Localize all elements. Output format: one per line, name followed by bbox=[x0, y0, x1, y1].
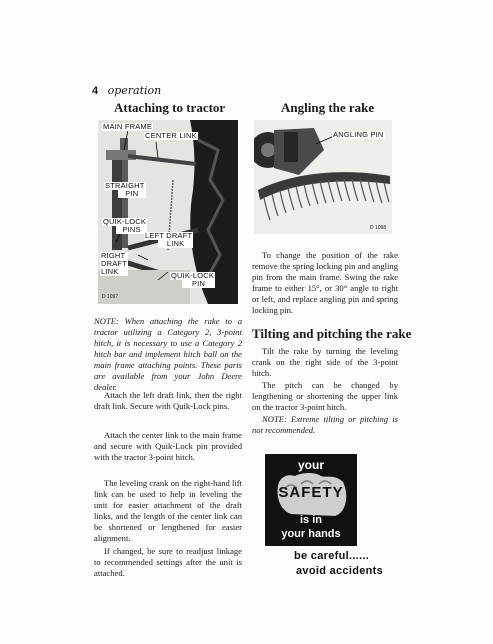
label-quiklock-pin-line1: QUIK-LOCK bbox=[171, 271, 215, 280]
safety-logo bbox=[265, 454, 357, 546]
left-paragraph-4: If changed, be sure to readjust linkage to recommended settings after the unit is attached. bbox=[94, 546, 242, 578]
hitch-photo bbox=[98, 120, 238, 304]
hitch-illustration bbox=[98, 120, 238, 304]
rake-photo bbox=[254, 120, 392, 234]
attaching-title: Attaching to tractor bbox=[114, 100, 226, 115]
label-quiklock-pin bbox=[170, 272, 215, 288]
right-note: NOTE: Extreme tilting or pitching is not recommended. bbox=[252, 414, 398, 435]
figure-code-right: D 1098 bbox=[370, 225, 387, 231]
section-name: operation bbox=[107, 84, 162, 97]
label-main-frame: MAIN FRAME bbox=[103, 122, 153, 131]
left-note: NOTE: When attaching the rake to a tractor utilizing a Category 2, 3-point hitch, it is necessary to use a Category 2 hitch bar and implement hitch ball on the main frame attaching points. These parts are available from your John Deere dealer. bbox=[94, 316, 242, 392]
angling-title: Angling the rake bbox=[281, 100, 375, 115]
label-quiklock-pins-line2: PINS bbox=[116, 226, 147, 234]
figure-code-left: D 1097 bbox=[102, 294, 119, 300]
right-paragraph-2: Tilt the rake by turning the leveling crank on the right side of the 3-point hitch. bbox=[252, 346, 398, 378]
label-center-link: CENTER LINK bbox=[145, 131, 197, 140]
label-left-draft-line1: LEFT DRAFT bbox=[145, 231, 193, 240]
left-paragraph-2: Attach the center link to the main frame and secure with Quik-Lock pin provided with the tractor 3-point hitch. bbox=[94, 430, 242, 462]
avoid-accidents-text: avoid accidents bbox=[296, 565, 384, 577]
safety-word: SAFETY bbox=[278, 484, 344, 501]
page-number: 4 bbox=[92, 85, 99, 97]
left-paragraph-1: Attach the left draft link, then the right draft link. Secure with Quik-Lock pins. bbox=[94, 390, 242, 411]
label-angling-pin: ANGLING PIN bbox=[333, 130, 384, 139]
label-straight-pin-line2: PIN bbox=[118, 190, 146, 198]
safety-your: your bbox=[297, 458, 324, 472]
label-quiklock-pins bbox=[102, 218, 147, 234]
safety-is-in: is in bbox=[299, 514, 322, 526]
label-quiklock-pins-line1: QUIK-LOCK bbox=[103, 217, 147, 226]
label-straight-pin-line1: STRAIGHT bbox=[105, 181, 145, 190]
be-careful-text: be careful...... bbox=[294, 550, 370, 562]
label-left-draft-line2: LINK bbox=[158, 240, 193, 248]
label-left-draft-link bbox=[144, 232, 193, 248]
label-right-draft-line1: RIGHT bbox=[100, 252, 128, 260]
label-right-draft-line3: LINK bbox=[100, 268, 128, 276]
tilting-title: Tilting and pitching the rake bbox=[252, 326, 412, 341]
right-paragraph-3: The pitch can be changed by lengthening or shortening the upper link on the tractor 3-point hitch. bbox=[252, 380, 398, 412]
page-header bbox=[92, 84, 161, 97]
label-straight-pin bbox=[104, 182, 146, 198]
label-right-draft-link bbox=[100, 252, 128, 276]
left-paragraph-3: The leveling crank on the right-hand lift link can be used to help in leveling the unit for easier attachment of the draft links, and the length of the center link can be shortened or lengthened for easier alignment. bbox=[94, 478, 242, 543]
right-paragraph-1: To change the position of the rake remove the spring locking pin and angling pin from the main frame. Swing the rake frame to either 15°, or 30° angle to right or left, and replace angling pin and spring locking pin. bbox=[252, 250, 398, 315]
label-right-draft-line2: DRAFT bbox=[101, 259, 127, 268]
safety-your-hands: your hands bbox=[281, 528, 341, 540]
label-quiklock-pin-line2: PIN bbox=[182, 280, 215, 288]
